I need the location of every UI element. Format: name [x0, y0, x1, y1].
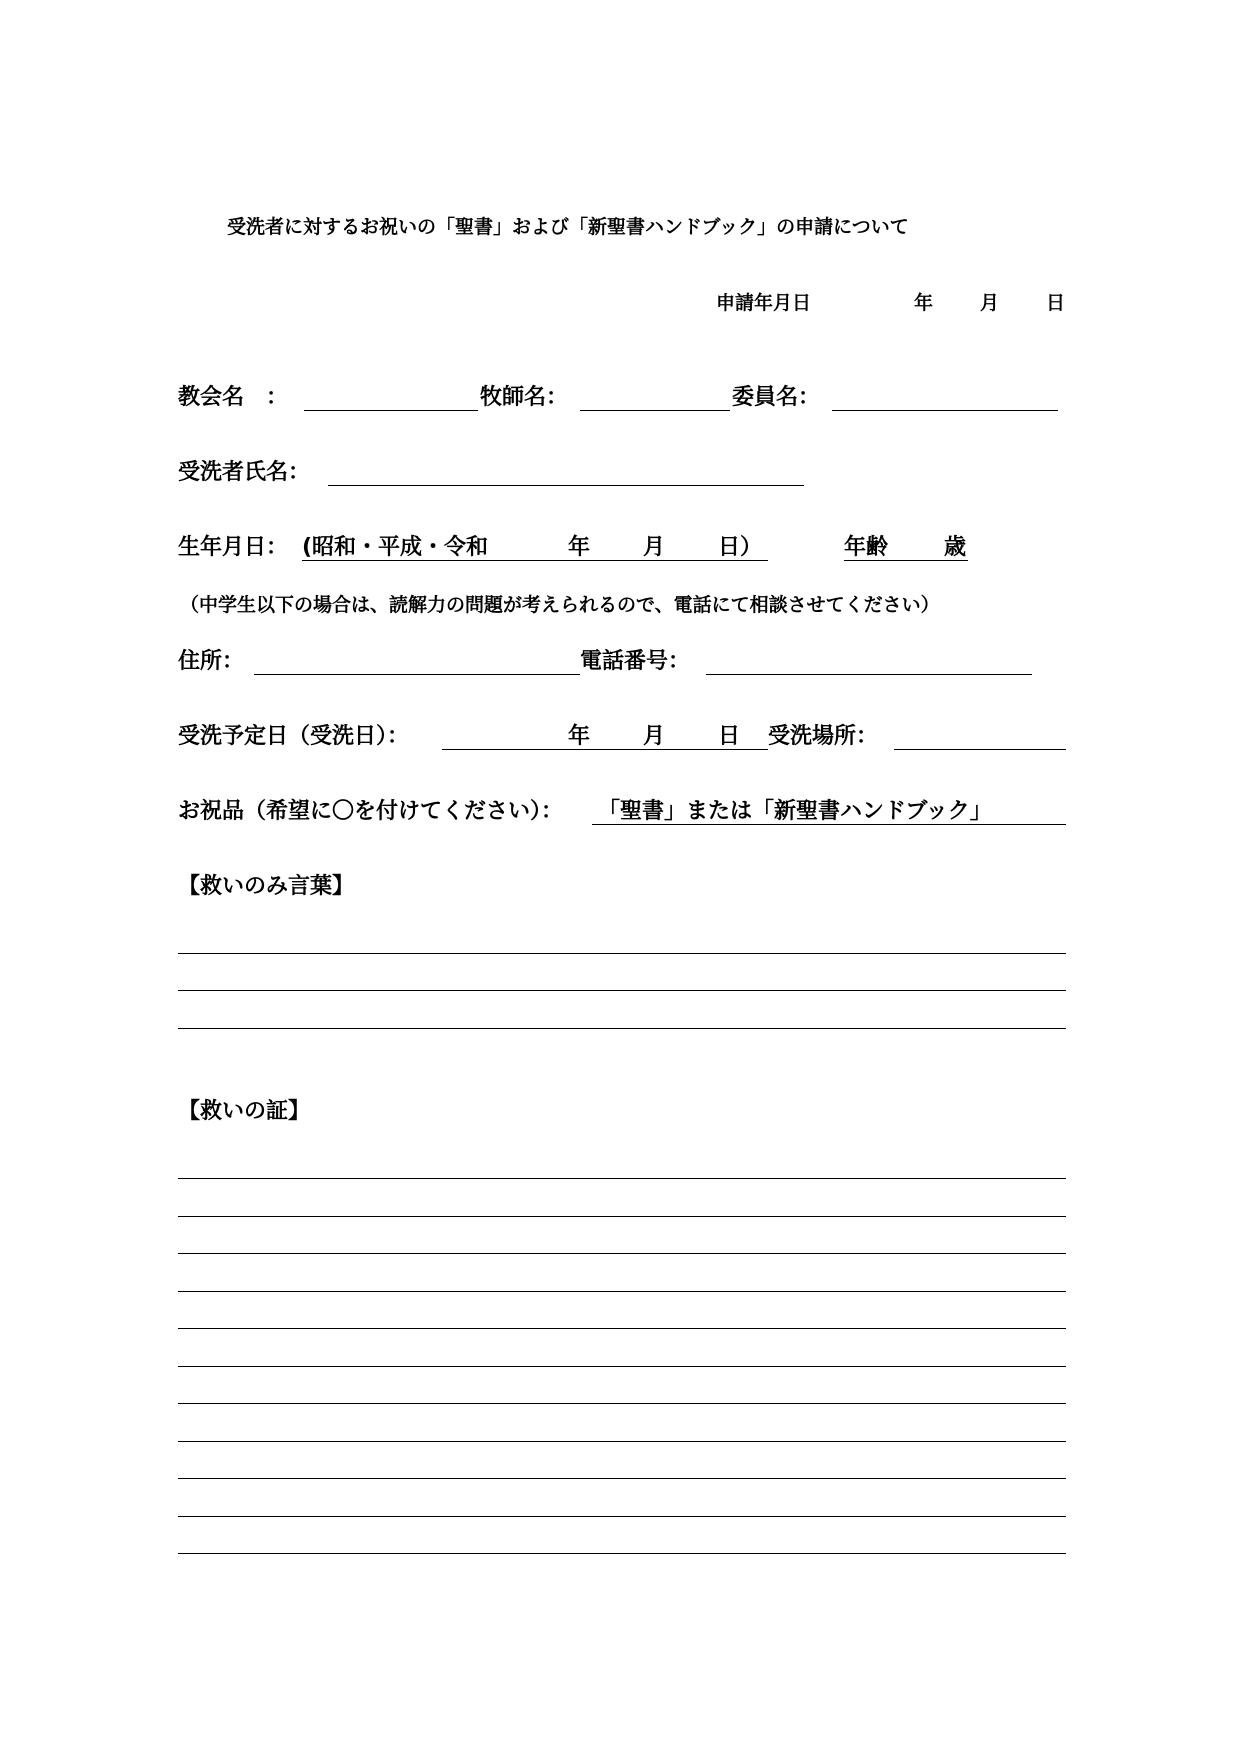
application-date-day: 日 — [1046, 292, 1066, 314]
baptized-name-label: 受洗者氏名： — [178, 460, 311, 485]
testimony-line[interactable] — [178, 1403, 1066, 1404]
church-name-field[interactable] — [304, 410, 478, 411]
application-date-year: 年 — [914, 292, 934, 314]
birth-date-label: 生年月日： — [178, 535, 289, 560]
committee-name-label: 委員名： — [732, 385, 821, 410]
phone-label: 電話番号： — [580, 649, 691, 674]
age-field[interactable] — [844, 560, 968, 561]
application-date-month: 月 — [980, 292, 1000, 314]
testimony-line[interactable] — [178, 1216, 1066, 1217]
age-label: 年齢 — [844, 535, 889, 560]
pastor-name-label: 牧師名： — [480, 385, 569, 410]
application-date-label: 申請年月日 — [716, 292, 812, 314]
address-label: 住所： — [178, 649, 245, 674]
church-name-label: 教会名 ： — [178, 385, 289, 410]
baptism-day-label: 日 — [718, 724, 741, 749]
testimony-line[interactable] — [178, 1253, 1066, 1254]
salvation-word-line[interactable] — [178, 1028, 1066, 1029]
address-field[interactable] — [254, 674, 580, 675]
baptism-date-field[interactable] — [442, 749, 768, 750]
testimony-line[interactable] — [178, 1516, 1066, 1517]
testimony-line[interactable] — [178, 1328, 1066, 1329]
age-unit: 歳 — [944, 535, 967, 560]
testimony-line[interactable] — [178, 1553, 1066, 1554]
birth-era-options: (昭和・平成・令和 — [302, 535, 489, 560]
testimony-line[interactable] — [178, 1366, 1066, 1367]
gift-options-underline — [592, 824, 1066, 825]
baptism-month-label: 月 — [643, 724, 666, 749]
testimony-line[interactable] — [178, 1478, 1066, 1479]
birth-day-label: 日） — [718, 535, 763, 560]
gift-label: お祝品（希望に〇を付けてください）： — [178, 799, 564, 824]
junior-high-note: （中学生以下の場合は、読解力の問題が考えられるので、電話にて相談させてください） — [180, 594, 940, 616]
testimony-line[interactable] — [178, 1291, 1066, 1292]
baptized-name-field[interactable] — [328, 485, 804, 486]
salvation-word-line[interactable] — [178, 953, 1066, 954]
baptism-place-label: 受洗場所： — [768, 724, 879, 749]
birth-date-field[interactable] — [302, 560, 768, 561]
committee-name-field[interactable] — [832, 410, 1058, 411]
document-title: 受洗者に対するお祝いの「聖書」および「新聖書ハンドブック」の申請について — [227, 216, 909, 238]
testimony-line[interactable] — [178, 1178, 1066, 1179]
testimony-line[interactable] — [178, 1441, 1066, 1442]
salvation-word-line[interactable] — [178, 990, 1066, 991]
pastor-name-field[interactable] — [580, 410, 730, 411]
baptism-date-label: 受洗予定日（受洗日）： — [178, 724, 410, 749]
salvation-testimony-heading: 【救いの証】 — [178, 1099, 311, 1124]
birth-month-label: 月 — [643, 535, 666, 560]
gift-options[interactable]: 「聖書」または「新聖書ハンドブック」 — [598, 799, 992, 824]
birth-year-label: 年 — [568, 535, 591, 560]
baptism-year-label: 年 — [568, 724, 591, 749]
salvation-word-heading: 【救いのみ言葉】 — [178, 874, 355, 899]
baptism-place-field[interactable] — [894, 749, 1066, 750]
phone-field[interactable] — [706, 674, 1032, 675]
